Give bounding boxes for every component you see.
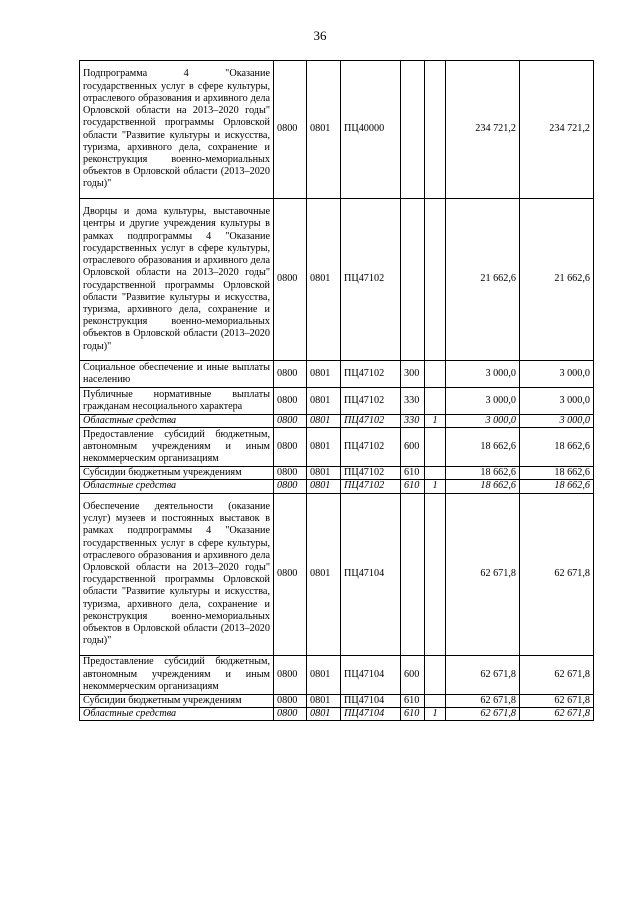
amount-1: 62 671,8: [446, 707, 520, 720]
subsection-code: 0801: [307, 388, 341, 415]
table-row: [80, 61, 594, 199]
funding-source-code: [425, 199, 446, 361]
subsection-code: 0801: [307, 415, 341, 428]
amount-1: 62 671,8: [446, 694, 520, 707]
row-description: Субсидии бюджетным учреждениям: [80, 467, 274, 480]
target-article-code: ПЦ47102: [341, 388, 401, 415]
subsection-code: 0801: [307, 707, 341, 720]
section-code: 0800: [274, 61, 307, 199]
row-description: Субсидии бюджетным учреждениям: [80, 694, 274, 707]
expense-type-code: 300: [401, 361, 425, 388]
row-description: Областные средства: [80, 480, 274, 493]
target-article-code: ПЦ47104: [341, 694, 401, 707]
subsection-code: 0801: [307, 655, 341, 694]
row-description: Областные средства: [80, 415, 274, 428]
amount-1: 18 662,6: [446, 428, 520, 467]
subsection-code: 0801: [307, 493, 341, 655]
target-article-code: ПЦ47104: [341, 655, 401, 694]
target-article-code: ПЦ47102: [341, 415, 401, 428]
amount-1: 234 721,2: [446, 61, 520, 199]
table-row: [80, 199, 594, 361]
amount-1: 3 000,0: [446, 415, 520, 428]
section-code: 0800: [274, 480, 307, 493]
amount-1: 21 662,6: [446, 199, 520, 361]
amount-2: 62 671,8: [520, 707, 594, 720]
table-row: [80, 493, 594, 655]
target-article-code: ПЦ47102: [341, 467, 401, 480]
amount-2: 62 671,8: [520, 694, 594, 707]
subsection-code: 0801: [307, 480, 341, 493]
table-row: [80, 467, 594, 480]
funding-source-code: [425, 61, 446, 199]
section-code: 0800: [274, 467, 307, 480]
target-article-code: ПЦ47102: [341, 480, 401, 493]
table-row: [80, 428, 594, 467]
row-description: Областные средства: [80, 707, 274, 720]
amount-2: 3 000,0: [520, 388, 594, 415]
table-row: [80, 655, 594, 694]
target-article-code: ПЦ47104: [341, 493, 401, 655]
section-code: 0800: [274, 388, 307, 415]
table-row: [80, 361, 594, 388]
expense-type-code: 600: [401, 428, 425, 467]
subsection-code: 0801: [307, 361, 341, 388]
subsection-code: 0801: [307, 467, 341, 480]
funding-source-code: 1: [425, 707, 446, 720]
table-row: [80, 415, 594, 428]
funding-source-code: 1: [425, 415, 446, 428]
amount-2: 21 662,6: [520, 199, 594, 361]
subsection-code: 0801: [307, 694, 341, 707]
subsection-code: 0801: [307, 61, 341, 199]
page-number: 36: [313, 28, 327, 43]
table-row: [80, 388, 594, 415]
funding-source-code: 1: [425, 480, 446, 493]
table-row: [80, 694, 594, 707]
amount-1: 3 000,0: [446, 388, 520, 415]
amount-1: 3 000,0: [446, 361, 520, 388]
target-article-code: ПЦ47102: [341, 361, 401, 388]
expense-type-code: [401, 493, 425, 655]
amount-2: 3 000,0: [520, 361, 594, 388]
row-description: Социальное обеспечение и иные выплаты населению: [80, 361, 274, 388]
target-article-code: ПЦ47102: [341, 428, 401, 467]
section-code: 0800: [274, 493, 307, 655]
funding-source-code: [425, 493, 446, 655]
section-code: 0800: [274, 707, 307, 720]
section-code: 0800: [274, 361, 307, 388]
funding-source-code: [425, 467, 446, 480]
amount-2: 62 671,8: [520, 493, 594, 655]
amount-2: 18 662,6: [520, 428, 594, 467]
row-description: Обеспечение деятельности (оказание услуг) музеев и постоянных выставок в рамках подпрограммы 4 "Оказание государственных услуг в сфере культуры, отраслевого образования и архивного дела Орловской области на 2013–2020 годы" государственной программы Орловской области "Развитие культуры и искусства, туризма, архивного дела, сохранение и реконструкция военно-мемориальных объектов в Орловской области (2013–2020 годы)": [80, 493, 274, 655]
expense-type-code: 610: [401, 480, 425, 493]
funding-source-code: [425, 428, 446, 467]
row-description: Предоставление субсидий бюджетным, автономным учреждениям и иным некоммерческим организациям: [80, 428, 274, 467]
amount-2: 62 671,8: [520, 655, 594, 694]
funding-source-code: [425, 361, 446, 388]
table-row: [80, 480, 594, 493]
expense-type-code: [401, 199, 425, 361]
amount-2: 18 662,6: [520, 480, 594, 493]
expense-type-code: 610: [401, 694, 425, 707]
funding-source-code: [425, 655, 446, 694]
table-row: [80, 707, 594, 720]
target-article-code: ПЦ47104: [341, 707, 401, 720]
amount-1: 18 662,6: [446, 480, 520, 493]
section-code: 0800: [274, 428, 307, 467]
expense-type-code: 600: [401, 655, 425, 694]
target-article-code: ПЦ40000: [341, 61, 401, 199]
row-description: Публичные нормативные выплаты гражданам несоциального характера: [80, 388, 274, 415]
row-description: Подпрограмма 4 "Оказание государственных услуг в сфере культуры, отраслевого образования и архивного дела Орловской области на 2013–2020 годы" государственной программы Орловской области "Развитие культуры и искусства, туризма, архивного дела, сохранение и реконструкция военно-мемориальных объектов в Орловской области (2013–2020 годы)": [80, 61, 274, 199]
section-code: 0800: [274, 415, 307, 428]
amount-2: 234 721,2: [520, 61, 594, 199]
amount-2: 3 000,0: [520, 415, 594, 428]
expense-type-code: 610: [401, 707, 425, 720]
budget-table: [79, 60, 594, 721]
amount-1: 62 671,8: [446, 493, 520, 655]
section-code: 0800: [274, 655, 307, 694]
expense-type-code: 610: [401, 467, 425, 480]
expense-type-code: [401, 61, 425, 199]
subsection-code: 0801: [307, 428, 341, 467]
amount-1: 18 662,6: [446, 467, 520, 480]
section-code: 0800: [274, 199, 307, 361]
target-article-code: ПЦ47102: [341, 199, 401, 361]
section-code: 0800: [274, 694, 307, 707]
funding-source-code: [425, 388, 446, 415]
funding-source-code: [425, 694, 446, 707]
amount-1: 62 671,8: [446, 655, 520, 694]
amount-2: 18 662,6: [520, 467, 594, 480]
row-description: Предоставление субсидий бюджетным, автономным учреждениям и иным некоммерческим организациям: [80, 655, 274, 694]
subsection-code: 0801: [307, 199, 341, 361]
expense-type-code: 330: [401, 415, 425, 428]
row-description: Дворцы и дома культуры, выставочные центры и другие учреждения культуры в рамках подпрограммы 4 "Оказание государственных услуг в сфере культуры, отраслевого образования и архивного дела Орловской области на 2013–2020 годы" государственной программы Орловской области "Развитие культуры и искусства, туризма, архивного дела, сохранение и реконструкция военно-мемориальных объектов в Орловской области (2013–2020 годы)": [80, 199, 274, 361]
expense-type-code: 330: [401, 388, 425, 415]
